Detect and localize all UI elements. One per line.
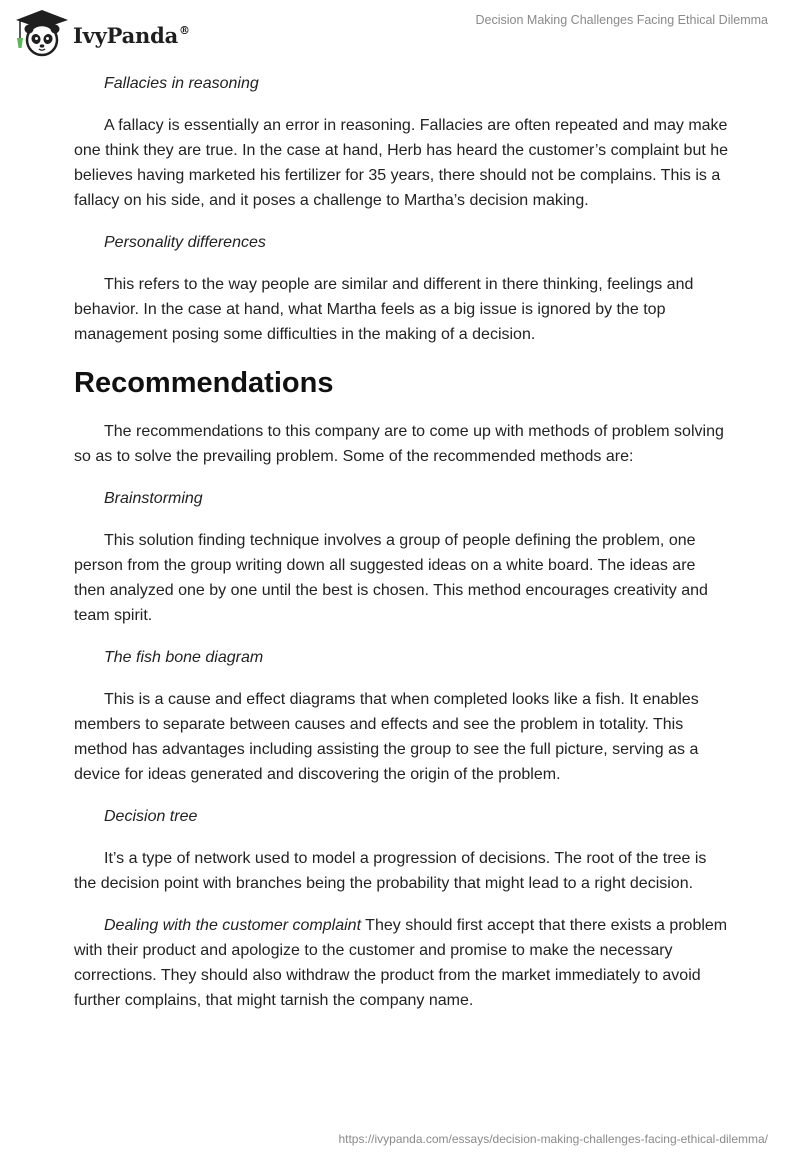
subheading-decision-tree: Decision tree	[104, 808, 198, 825]
heading-recommendations: Recommendations	[74, 367, 334, 399]
paragraph-fishbone: This is a cause and effect diagrams that when completed looks like a fish. It enables members to separate between causes and effects and see the problem in totality. This method has advantages including assisting the group to see the full picture, serving as a device for ideas generated and discovering the origin of the problem.	[74, 691, 699, 783]
panda-graduate-icon	[12, 8, 72, 58]
subheading-fallacies: Fallacies in reasoning	[104, 75, 259, 92]
essay-body	[74, 71, 730, 1013]
page-header	[0, 0, 800, 60]
paragraph-decision-tree: It’s a type of network used to model a progression of decisions. The root of the tree is the decision point with branches being the probability that might lead to a right decision.	[74, 850, 707, 892]
brand-name: IvyPanda®	[73, 22, 190, 48]
paragraph-complaint-text: They should first accept that there exists a problem with their product and apologize to the customer and promise to make the necessary corrections. They should also withdraw the product from the market immediately to avoid further complains, that might tarnish the company name.	[74, 917, 728, 1009]
paragraph-fallacies: A fallacy is essentially an error in reasoning. Fallacies are often repeated and may make one think they are true. In the case at hand, Herb has heard the customer’s complaint but he believes having marketed his fertilizer for 35 years, there should not be complains. This is a fallacy on his side, and it poses a challenge to Martha’s decision making.	[74, 117, 729, 209]
document-title: Decision Making Challenges Facing Ethical Dilemma	[475, 13, 768, 27]
subheading-fishbone: The fish bone diagram	[104, 649, 264, 666]
ivypanda-logo[interactable]	[12, 8, 190, 58]
inline-subheading-complaint: Dealing with the customer complaint	[104, 917, 362, 934]
paragraph-recommendations: The recommendations to this company are to come up with methods of problem solving so as to solve the prevailing problem. Some of the recommended methods are:	[74, 423, 724, 465]
source-url[interactable]: https://ivypanda.com/essays/decision-making-challenges-facing-ethical-dilemma/	[338, 1132, 768, 1146]
subheading-personality: Personality differences	[104, 234, 266, 251]
paragraph-complaint	[74, 913, 730, 1013]
subheading-brainstorming: Brainstorming	[104, 490, 203, 507]
paragraph-brainstorming: This solution finding technique involves a group of people defining the problem, one person from the group writing down all suggested ideas on a white board. The ideas are then analyzed one by one until the best is chosen. This method encourages creativity and team spirit.	[74, 532, 708, 624]
paragraph-personality: This refers to the way people are similar and different in there thinking, feelings and behavior. In the case at hand, what Martha feels as a big issue is ignored by the top management posing some difficulties in the making of a decision.	[74, 276, 694, 343]
